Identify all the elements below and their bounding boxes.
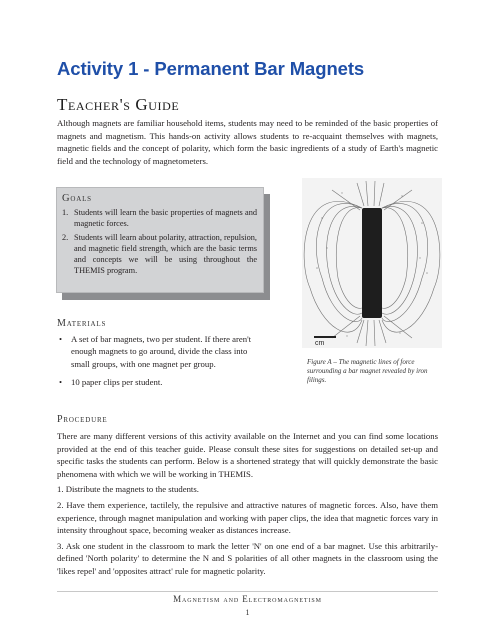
bar-magnet-shape [362, 208, 382, 318]
scale-label: cm [315, 340, 325, 347]
materials-item-text: 10 paper clips per student. [71, 377, 163, 388]
figure-caption: Figure A – The magnetic lines of force surrounding a bar magnet revealed by iron filings. [307, 358, 428, 384]
bar-magnet-field-image [302, 178, 442, 348]
materials-item-text: A set of bar magnets, two per student. If there aren't enough magnets to go around, divide the class into small groups, with one magnet per group. [71, 334, 252, 369]
scale-bar [314, 336, 336, 338]
procedure-heading: Procedure [57, 414, 108, 425]
goals-box [56, 187, 264, 293]
goal-item [62, 207, 257, 229]
goal-number: 2. [62, 233, 69, 242]
intro-paragraph: Although magnets are familiar household items, students may need to be reminded of the basic properties of magnets and magnetism. This hands-on activity allows students to re-acquaint themselves with magnets, magnetic fields and the concept of polarity, which form the basic ingredients of a study of Earth's magnetic field and the technology of magnetometers. [57, 118, 438, 166]
iron-filings-figure [302, 178, 442, 348]
materials-item: • A set of bar magnets, two per student. If there aren't enough magnets to go around, divide the class into small groups, with one magnet per group. [59, 334, 252, 369]
procedure-step-2: 2. Have them experience, tactilely, the repulsive and attractive natures of magnetic forces. Also, have them experience, through magnet manipulation and working with paper clips, the idea that magnetic forces vary in intensity throughout space, becoming weaker as distances increase. [57, 499, 438, 536]
materials-item: • 10 paper clips per student. [59, 377, 163, 388]
goals-heading: Goals [62, 193, 92, 204]
footer-rule [57, 591, 438, 592]
goal-text: Students will learn the basic properties of magnets and magnetic forces. [74, 208, 257, 228]
teachers-guide-heading: Teacher's Guide [57, 95, 180, 114]
goals-list [62, 207, 257, 276]
goal-item [62, 232, 257, 276]
procedure-paragraph: There are many different versions of this activity available on the Internet and you can find some locations provided at the end of this teacher guide. Please consult these sites for suggestions on detailed set-up and specific tasks the students can perform. Below is a shortened strategy that will quickly demonstrate the basic phenomena with which we will be working in THEMIS. [57, 431, 438, 479]
procedure-body [57, 430, 438, 580]
footer-title: Magnetism and Electromagnetism [173, 594, 322, 604]
procedure-step-1: 1. Distribute the magnets to the students. [57, 484, 199, 495]
goal-text: Students will learn about polarity, attraction, repulsion, and magnetic field strength, which are the basic terms and concepts we will be using throughout the THEMIS program. [74, 233, 257, 275]
procedure-step-3: 3. Ask one student in the classroom to mark the letter 'N' on one end of a bar magnet. Use this arbitrarily-defined 'North polarity' to determine the N and S polarities of all other magnets in the classroom using the 'likes repel' and 'opposites attract' rule for magnetic polarity. [57, 540, 438, 576]
page-number: 1 [245, 608, 250, 617]
goal-number: 1. [62, 208, 69, 217]
materials-heading: Materials [57, 318, 107, 329]
activity-title: Activity 1 - Permanent Bar Magnets [57, 58, 365, 79]
materials-list [57, 333, 265, 395]
